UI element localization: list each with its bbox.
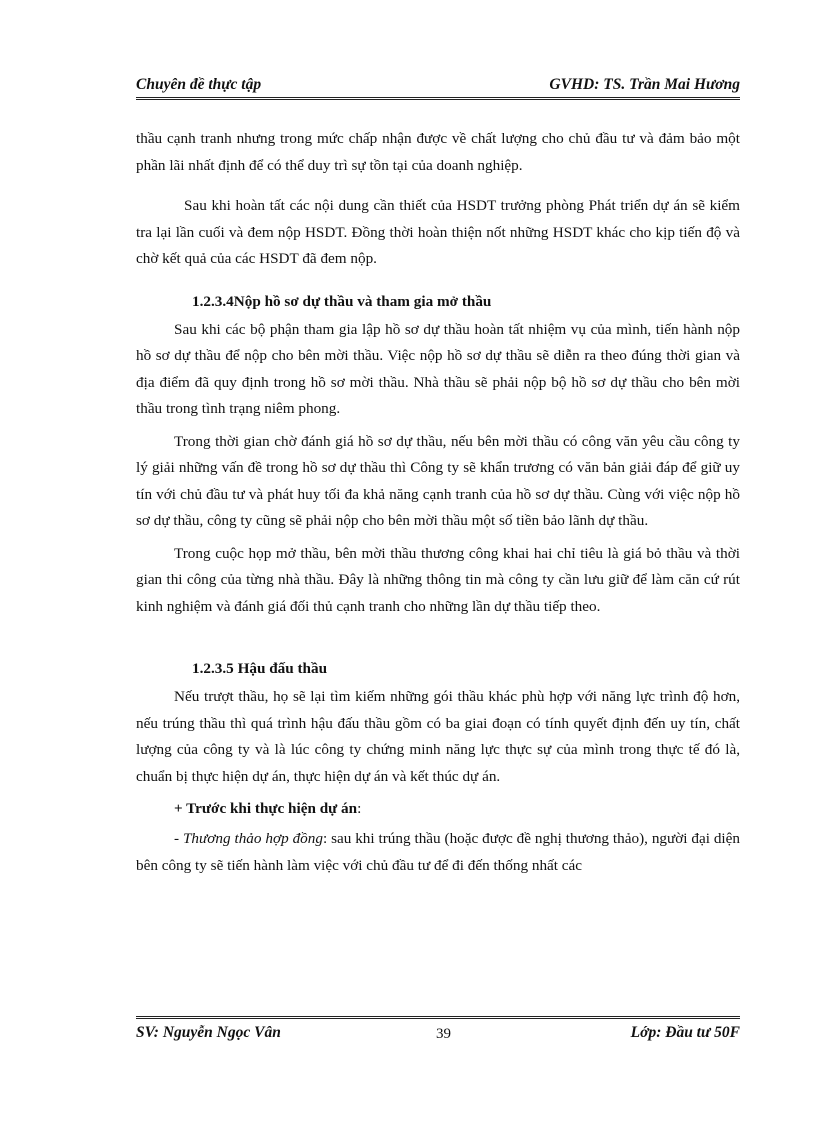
section-heading-1-2-3-4: 1.2.3.4Nộp hồ sơ dự thầu và tham gia mở thầu	[192, 292, 492, 310]
paragraph-5: Trong cuộc họp mở thầu, bên mời thầu thương công khai hai chỉ tiêu là giá bỏ thầu và thời gian thi công của từng nhà thầu. Đây là những thông tin mà công ty cần lưu giữ để làm căn cứ rút kinh nghiệm và đánh giá đối thủ cạnh tranh cho những lần dự thầu tiếp theo.	[136, 544, 740, 615]
footer-class: Lớp: Đầu tư 50F	[630, 1024, 740, 1041]
page-footer	[136, 1022, 740, 1046]
paragraph-4: Trong thời gian chờ đánh giá hồ sơ dự thầu, nếu bên mời thầu có công văn yêu cầu công ty lý giải những vấn đề trong hồ sơ dự thầu thì Công ty sẽ khẩn trương có văn bản giải đáp để giữ uy tín với chủ đầu tư và phát huy tối đa khả năng cạnh tranh của hồ sơ dự thầu. Cùng với việc nộp hồ sơ dự thầu, công ty cũng sẽ phải nộp cho bên mời thầu một số tiền bảo lãnh dự thầu.	[136, 432, 740, 529]
paragraph-6: Nếu trượt thầu, họ sẽ lại tìm kiếm những gói thầu khác phù hợp với năng lực trình độ hơn, nếu trúng thầu thì quá trình hậu đấu thầu gồm có ba giai đoạn có tính quyết định đến uy tín, chất lượng của công ty và là lúc công ty chứng minh năng lực thực sự của mình trong thực tế đó là, chuẩn bị thực hiện dự án, thực hiện dự án và kết thúc dự án.	[136, 688, 740, 785]
subheading-text: + Trước khi thực hiện dự án	[174, 800, 358, 817]
subheading-colon: :	[357, 800, 362, 817]
paragraph-7-dash: -	[174, 830, 183, 847]
paragraph-7	[136, 826, 740, 879]
page-header	[136, 74, 740, 98]
header-supervisor: GVHD: TS. Trần Mai Hương	[549, 76, 740, 93]
paragraph-2: Sau khi hoàn tất các nội dung cần thiết của HSDT trưởng phòng Phát triển dự án sẽ kiểm tra lại lần cuối và đem nộp HSDT. Đồng thời hoàn thiện nốt những HSDT khác cho kịp tiến độ và chờ kết quả của các HSDT đã đem nộp.	[136, 197, 740, 267]
page-body	[136, 126, 740, 879]
section-heading-1-2-3-5: 1.2.3.5 Hậu đấu thầu	[192, 660, 328, 677]
paragraph-7-text: : sau khi trúng thầu (hoặc được đề nghị thương thảo), người đại diện bên công ty sẽ tiến hành làm việc với chủ đầu tư để đi đến thống nhất các	[136, 830, 740, 874]
page-number: 39	[436, 1026, 451, 1042]
paragraph-3: Sau khi các bộ phận tham gia lập hồ sơ dự thầu hoàn tất nhiệm vụ của mình, tiến hành nộp hồ sơ dự thầu để nộp cho bên mời thầu. Việc nộp hồ sơ dự thầu sẽ diễn ra theo đúng thời gian và địa điểm đã quy định trong hồ sơ mời thầu. Nhà thầu sẽ phải nộp bộ hồ sơ dự thầu cho bên mời thầu trong tình trạng niêm phong.	[136, 320, 740, 417]
header-divider	[136, 97, 740, 100]
subheading-before-implementation	[136, 796, 740, 822]
header-report-title: Chuyên đề thực tập	[136, 76, 262, 93]
footer-divider	[136, 1016, 740, 1019]
paragraph-1: thầu cạnh tranh nhưng trong mức chấp nhận được về chất lượng cho chủ đầu tư và đảm bảo một phần lãi nhất định để có thể duy trì sự tồn tại của doanh nghiệp.	[136, 130, 740, 174]
footer-student-name: SV: Nguyễn Ngọc Vân	[136, 1024, 281, 1041]
paragraph-7-term: Thương thảo hợp đồng	[182, 830, 323, 847]
